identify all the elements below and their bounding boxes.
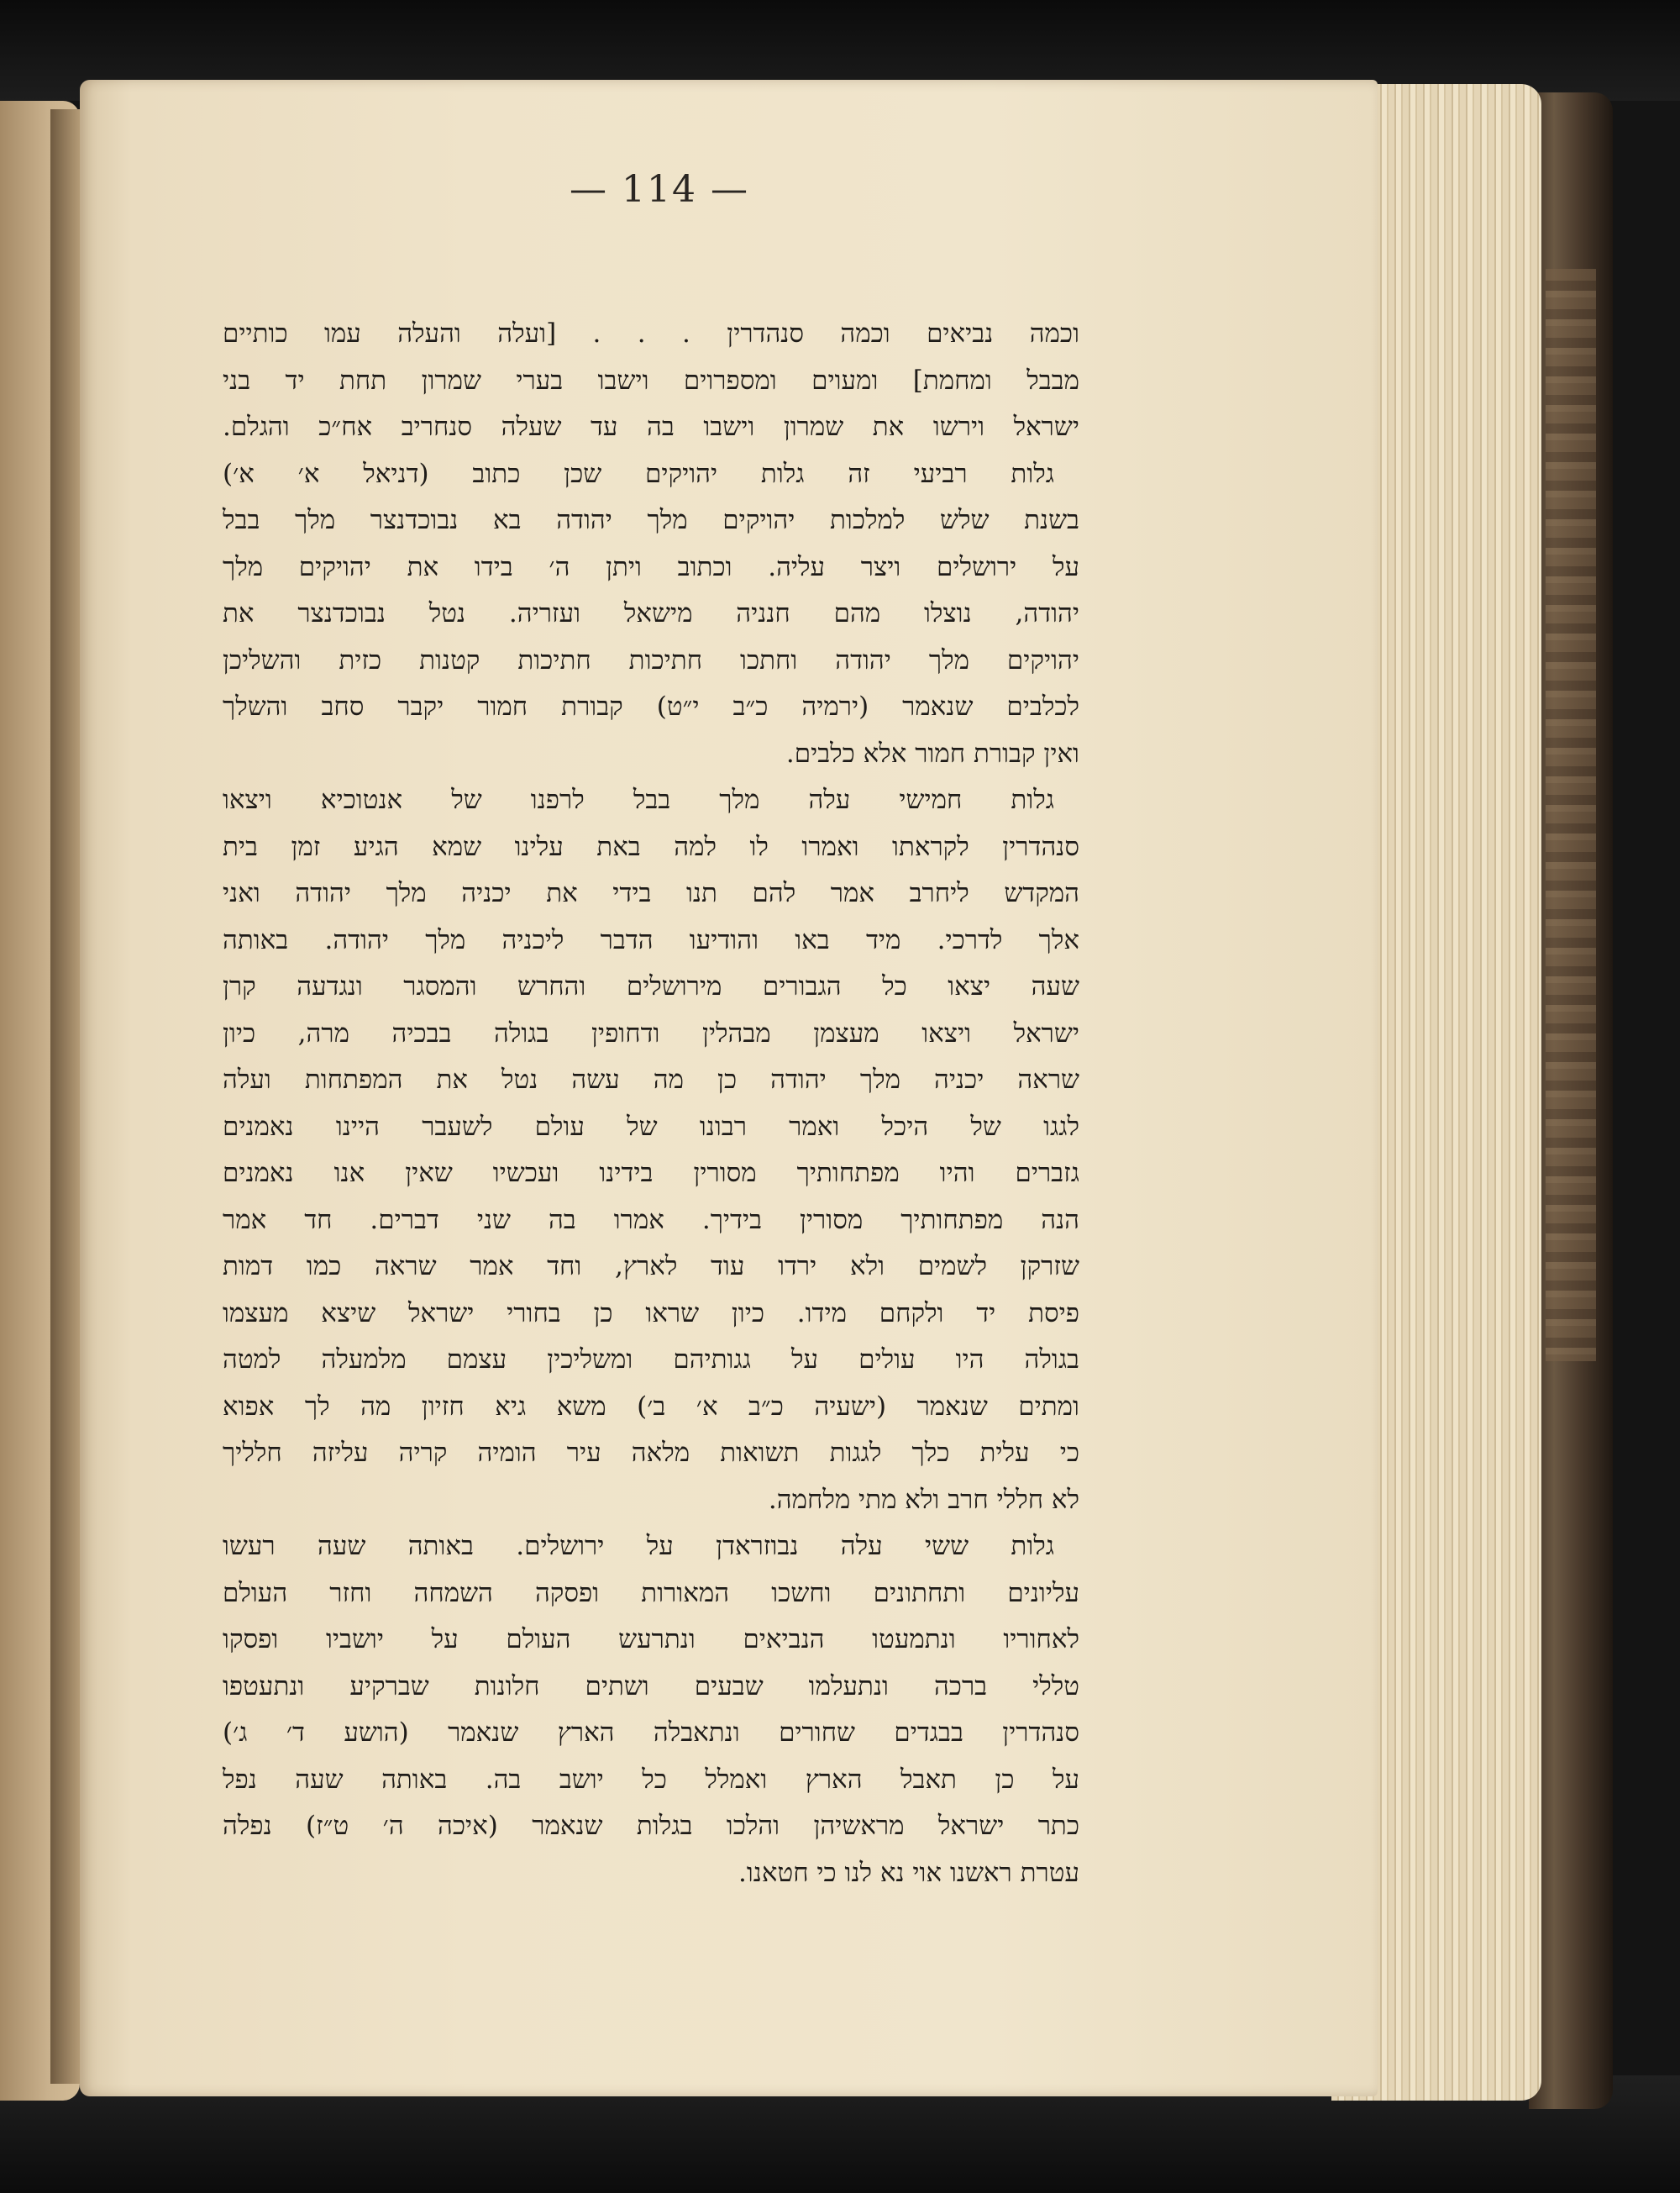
text-line: גזברים והיו מפתחותיך מסורין בידינו ועכשיו שאין אנו נאמנים [223,1158,1079,1188]
text-line: וכמה נביאים וכמה סנהדרין . . . [ועלה והעלה עמו כותיים [223,318,1079,349]
text-line: יהודה, נוצלו מהם חנניה מישאל ועזריה. נטל נבוכדנצר את [223,598,1079,628]
text-line: כי עלית כלך לגגות תשואות מלאה עיר הומיה קריה עליזה חלליך [223,1438,1079,1468]
text-line: יהויקים מלך יהודה וחתכו חתיכות חתיכות קטנות כזית והשליכן [223,644,1079,676]
text-line: המקדש ליחרב אמר להם תנו בידי את יכניה מלך יהודה ואני [223,878,1079,908]
text-line: גלות רביעי זה גלות יהויקים שכן כתוב (דניאל א׳ א׳) [223,458,1054,489]
text-line: על ירושלים ויצר עליה. וכתוב ויתן ה׳ בידו את יהויקים מלך [223,551,1079,582]
text-line: סנהדרין לקראתו ואמרו לו למה באת עלינו שמא הגיע זמן בית [223,831,1079,862]
text-line: אלך לדרכי. מיד באו והודיעו הדבר ליכניה מלך יהודה. באותה [223,924,1079,955]
text-line: ומתים שנאמר (ישעיה כ״ב א׳ ב׳) משא גיא חזיון מה לך אפוא [223,1391,1079,1422]
text-line: לא חללי חרב ולא מתי מלחמה. [768,1484,1079,1515]
text-line: כתר ישראל מראשיהן והלכו בגלות שנאמר (איכה ה׳ ט״ז) נפלה [223,1811,1079,1841]
text-line: לגגו של היכל ואמר רבונו של עולם לשעבר היינו נאמנים [223,1111,1079,1142]
text-line: הנה מפתחותיך מסורין בידיך. אמרו בה שני דברים. חד אמר [223,1204,1079,1235]
text-line: בשנת שלש למלכות יהויקים מלך יהודה בא נבוכדנצר מלך בבל [223,505,1079,535]
text-line: גלות ששי עלה נבוזראדן על ירושלים. באותה שעה רעשו [223,1531,1054,1561]
text-line: בגולה היו עולים על גגותיהם ומשליכין עצמם מלמעלה למטה [223,1344,1079,1375]
text-line: על כן תאבל הארץ ואמלל כל יושב בה. באותה שעה נפל [223,1764,1079,1795]
spine-wear-texture [1546,269,1596,1361]
page-text-block [223,311,1079,1896]
text-line: מבבל ומחמת] ומעוים ומספרוים וישבו בערי שמרון תחת יד בני [223,365,1079,396]
text-line: שזרקן לשמים ולא ירדו עוד לארץ, וחד אמר שראה כמו דמות [223,1251,1079,1281]
text-line: ואין קבורת חמור אלא כלבים. [785,738,1079,769]
text-line: שראה יכניה מלך יהודה כן מה עשה נטל את המפתחות ועלה [223,1065,1079,1095]
text-line: ישראל וירשו את שמרון וישבו בה עד שעלה סנחריב אח״כ והגלם. [223,412,1079,442]
text-line: ישראל ויצאו מעצמן מבהלין ודחופין בגולה בבכיה מרה, כיון [223,1018,1079,1049]
text-line: עטרת ראשנו אוי נא לנו כי חטאנו. [738,1857,1079,1888]
text-line: שעה יצאו כל הגבורים מירושלים והחרש והמסגר ונגדעה קרן [223,971,1079,1002]
page-number: — 114 — [570,168,749,211]
text-line: לאחוריו ונתמעטו הנביאים ונתרעש העולם על יושביו ופסקו [223,1624,1079,1654]
text-line: פיסת יד ולקחם מידו. כיון שראו כן בחורי ישראל שיצא מעצמו [223,1297,1079,1328]
text-line: סנהדרין בבגדים שחורים ונתאבלה הארץ שנאמר (הושע ד׳ ג׳) [223,1717,1079,1748]
text-line: טללי ברכה ונתעלמו שבעים ושתים חלונות שברקיע ונתעטפו [223,1670,1079,1701]
text-line: לכלבים שנאמר (ירמיה כ״ב י״ט) קבורת חמור יקבר סחב והשלך [223,692,1079,722]
text-line: עליונים ותחתונים וחשכו המאורות ופסקה השמחה וחזר העולם [223,1577,1079,1608]
text-line: גלות חמישי עלה מלך בבל לרפנו של אנטוכיא ויצאו [223,785,1054,815]
